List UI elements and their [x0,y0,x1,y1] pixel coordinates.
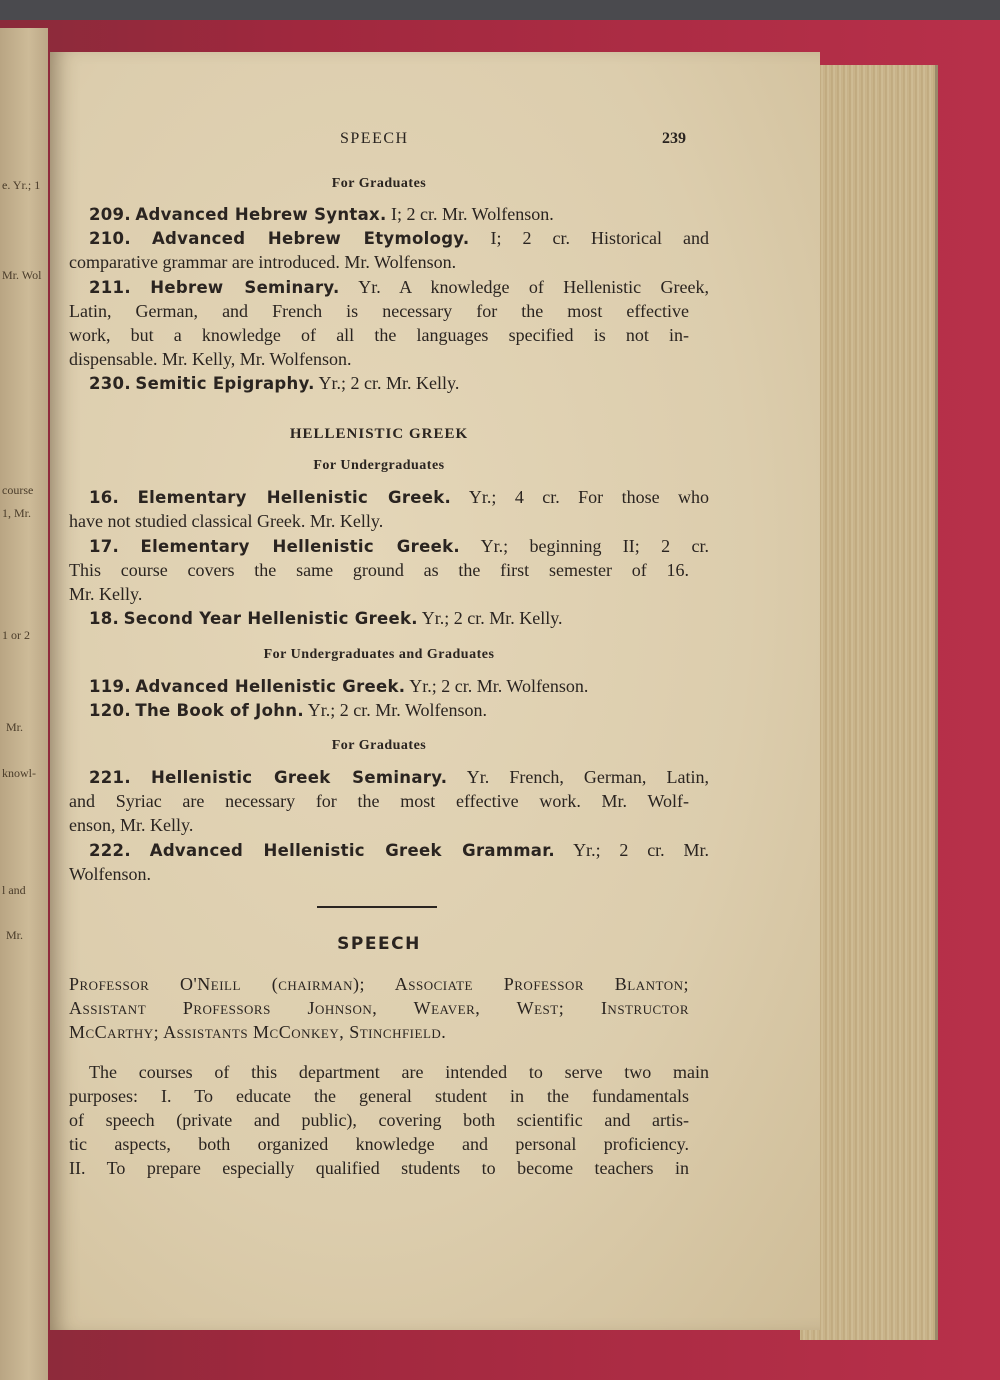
prev-page-fragment: Mr. Wol [2,268,42,282]
previous-page-edge [0,28,48,1380]
course-title: Advanced Hebrew Syntax. [135,205,387,224]
prev-page-fragment: 1, Mr. [2,506,32,520]
section-title: SPEECH [337,934,421,954]
prev-page-fragment: l and [2,883,26,897]
course-details: Yr.; 4 cr. For those who [468,487,710,507]
course-details: Yr. French, German, Latin, [466,767,709,787]
faculty-line: Assistant Professors Johnson, Weaver, West; Instructor [69,998,689,1018]
course-title: Advanced Hellenistic Greek. [135,677,406,696]
course-text-line: dispensable. Mr. Kelly, Mr. Wolfenson. [69,349,352,369]
page-fore-edge [800,65,938,1340]
course-details: Yr.; 2 cr. Mr. Kelly. [421,608,563,628]
course-number: 16. [89,488,120,507]
course-title: Advanced Hebrew Etymology. [151,229,470,248]
course-number: 18. [89,609,120,628]
course-title: Elementary Hellenistic Greek. [140,537,460,556]
course-number: 17. [89,537,120,556]
paragraph-line: purposes: I. To educate the general student in the fundamentals [69,1086,689,1106]
page-number: 239 [662,130,686,147]
course-text-line: Wolfenson. [69,864,152,884]
course-title: Hellenistic Greek Seminary. [151,768,448,787]
course-entry [69,371,709,396]
course-details: Yr.; 2 cr. Mr. Wolfenson. [307,700,487,720]
course-title: The Book of John. [135,701,304,720]
faculty-line: Professor O'Neill (chairman); Associate Professor Blanton; [69,974,689,994]
course-text-line: and Syriac are necessary for the most effective work. Mr. Wolf- [69,791,689,811]
paragraph-line: of speech (private and public), covering both scientific and artis- [69,1110,689,1130]
course-title: Advanced Hellenistic Greek Grammar. [149,841,555,860]
course-details: Yr. A knowledge of Hellenistic Greek, [358,277,709,297]
running-head [50,130,820,154]
course-entry [69,485,709,510]
prev-page-fragment: knowl- [2,766,36,780]
course-details: I; 2 cr. Historical and [490,228,709,248]
course-entry [69,606,709,631]
course-text-line: Mr. Kelly. [69,584,143,604]
section-title: HELLENISTIC GREEK [289,426,469,442]
course-entry [69,838,709,863]
faculty-line: McCarthy; Assistants McConkey, Stinchfield. [69,1022,447,1042]
course-text-line: This course covers the same ground as the first semester of 16. [69,560,689,580]
course-text-line: enson, Mr. Kelly. [69,815,194,835]
paragraph-line: II. To prepare especially qualified students to become teachers in [69,1158,689,1178]
running-title: SPEECH [340,130,409,147]
course-text-line: Latin, German, and French is necessary for the most effective [69,301,689,321]
course-text-line: comparative grammar are introduced. Mr. Wolfenson. [69,252,457,272]
section-divider [317,906,437,908]
course-title: Second Year Hellenistic Greek. [123,609,418,628]
course-number: 222. [89,841,131,860]
course-details: Yr.; beginning II; 2 cr. [480,536,709,556]
subheading-graduates: For Graduates [331,176,427,191]
course-entry [69,534,709,559]
prev-page-fragment: Mr. [6,720,24,734]
course-details: Yr.; 2 cr. Mr. Wolfenson. [409,676,589,696]
course-entry [69,275,709,300]
prev-page-fragment: course [2,483,34,497]
course-number: 221. [89,768,131,787]
course-details: I; 2 cr. Mr. Wolfenson. [391,204,554,224]
course-entry [69,226,709,251]
course-number: 209. [89,205,131,224]
subheading-graduates: For Graduates [331,738,427,753]
course-title: Elementary Hellenistic Greek. [137,488,452,507]
course-entry [69,674,709,699]
course-number: 230. [89,374,131,393]
course-details: Yr.; 2 cr. Mr. [573,840,710,860]
course-title: Hebrew Seminary. [150,278,340,297]
subheading-undergraduates-and-graduates: For Undergraduates and Graduates [263,647,495,662]
course-entry [69,698,709,723]
course-number: 120. [89,701,131,720]
course-details: Yr.; 2 cr. Mr. Kelly. [318,373,460,393]
course-text-line: work, but a knowledge of all the languages specified is not in- [69,325,689,345]
course-entry [69,202,709,227]
course-entry [69,765,709,790]
book-page [50,52,820,1330]
prev-page-fragment: 1 or 2 [2,628,30,642]
prev-page-fragment: e. Yr.; 1 [2,178,41,192]
course-number: 211. [89,278,131,297]
paragraph-line: The courses of this department are intended to serve two main [89,1062,709,1082]
subheading-undergraduates: For Undergraduates [313,458,445,473]
course-text-line: have not studied classical Greek. Mr. Kelly. [69,511,384,531]
course-number: 210. [89,229,131,248]
prev-page-fragment: Mr. [6,928,24,942]
course-number: 119. [89,677,131,696]
paragraph-line: tic aspects, both organized knowledge and personal proficiency. [69,1134,689,1154]
course-title: Semitic Epigraphy. [135,374,315,393]
